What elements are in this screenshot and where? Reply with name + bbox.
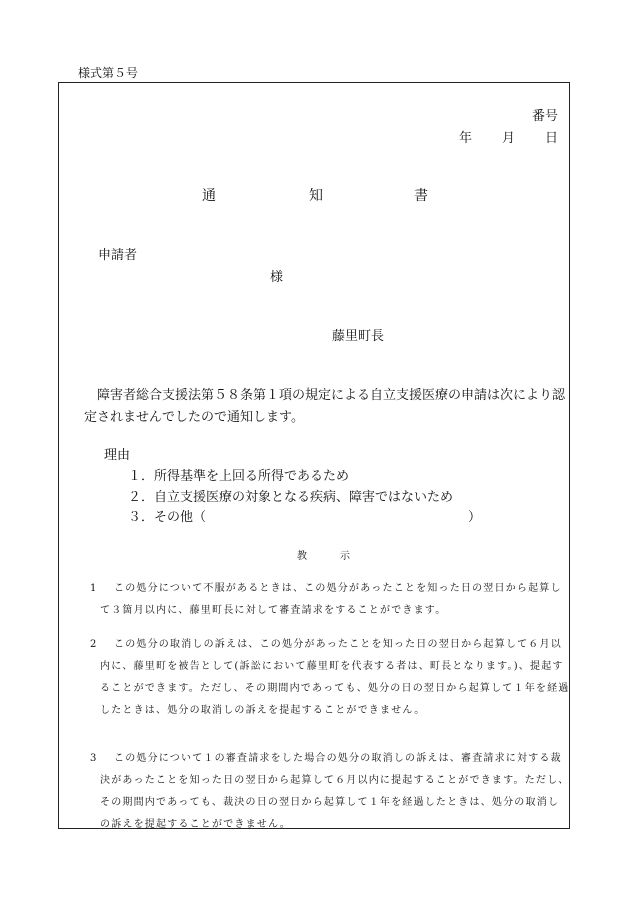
reason-item: １．所得基準を上回る所得であるため [128, 469, 350, 484]
notice-item-number: 1 [90, 583, 98, 594]
notice-heading-char-1: 教 [297, 551, 307, 562]
title-char-2: 知 [309, 188, 323, 204]
notice-item-number: 2 [90, 639, 98, 650]
month-label: 月 [501, 131, 515, 146]
sender-name: 藤里町長 [332, 329, 385, 344]
reason-item: ３．その他（ [128, 510, 207, 525]
notice-item-text: この処分の取消しの訴えは、この処分があったことを知った日の翌日から起算して６月以内に、藤里町を被告として(訴訟において藤里町を代表する者は、町長となります。)、提起することができます。ただし、その期間内であっても、処分の日の翌日から起算して１年を経過したときは、処分の取消しの訴えを提起することができません。 [100, 639, 570, 716]
reason-item: ２．自立支援医療の対象となる疾病、障害ではないため [128, 490, 454, 505]
notice-item [90, 748, 570, 836]
notice-item [90, 634, 570, 722]
applicant-label: 申請者 [98, 248, 138, 263]
day-label: 日 [544, 131, 558, 146]
notice-item-text: この処分について不服があるときは、この処分があったことを知った日の翌日から起算して３箇月以内に、藤里町長に対して審査請求をすることができます。 [100, 583, 562, 616]
notice-heading-char-2: 示 [340, 551, 350, 562]
notice-item-number: 3 [90, 753, 98, 764]
reason-heading: 理由 [104, 448, 131, 463]
title-char-1: 通 [202, 188, 216, 204]
notice-item [90, 578, 570, 622]
document-number-label: 番号 [531, 109, 558, 124]
honorific-label: 様 [270, 270, 284, 285]
form-number-label: 様式第５号 [78, 66, 139, 80]
date-line [459, 127, 558, 146]
year-label: 年 [458, 131, 472, 146]
reason-other-close: ） [468, 510, 482, 525]
notice-item-text: この処分について１の審査請求をした場合の処分の取消しの訴えは、審査請求に対する裁決があったことを知った日の翌日から起算して６月以内に提起することができます。ただし、その期間内であっても、裁決の日の翌日から起算して１年を経過したときは、処分の取消しの訴えを提起することができません。 [100, 753, 570, 830]
body-paragraph: 障害者総合支援法第５８条第１項の規定による自立支援医療の申請は次により認定されませんでしたので通知します。 [84, 388, 566, 425]
title-char-3: 書 [414, 188, 428, 204]
